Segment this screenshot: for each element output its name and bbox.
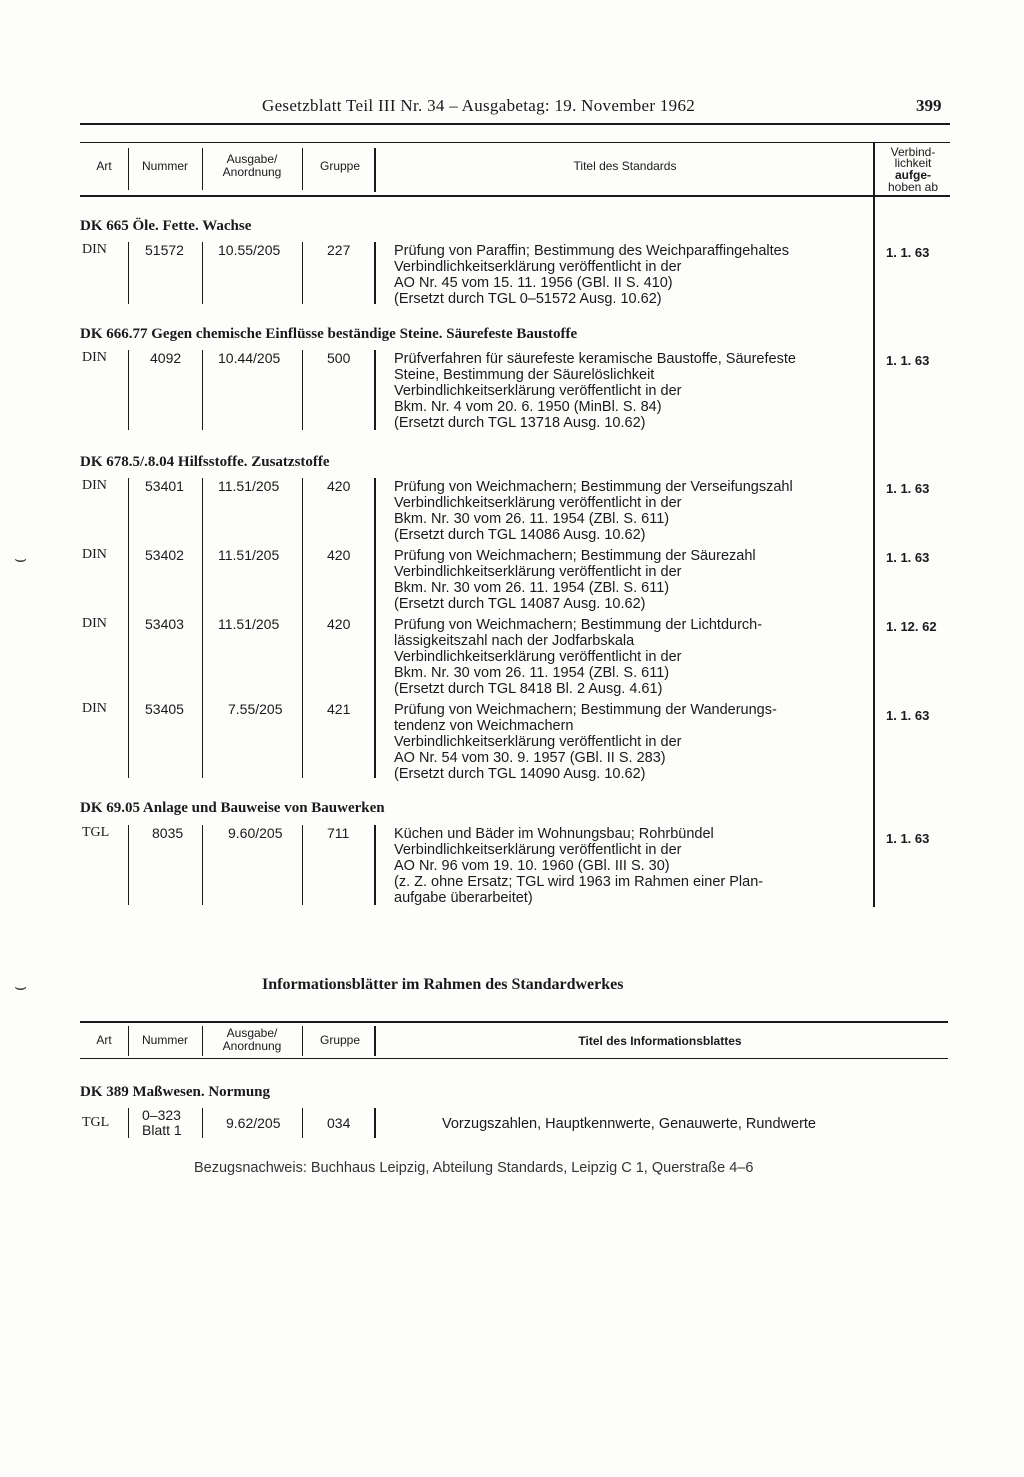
cell-nummer: 4092 (150, 350, 182, 366)
cell-gruppe: 227 (327, 242, 351, 258)
cell-datum: 1. 1. 63 (886, 550, 930, 565)
col-aufgehoben-4: hoben ab (887, 180, 939, 194)
section-heading: DK 666.77 Gegen chemische Einflüsse beständige Steine. Säurefeste Baustoffe (80, 326, 578, 342)
row-divider (374, 825, 376, 905)
cell-titel: Prüfung von Weichmachern; Bestimmung der Säurezahl Verbindlichkeitserklärung veröffentlicht in der Bkm. Nr. 30 vom 26. 11. 1954 (ZBl. S. 611) (Ersetzt durch TGL 14087 Ausg. 10.62) (394, 548, 756, 612)
cell-datum: 1. 12. 62 (886, 619, 937, 634)
cell-art: DIN (82, 616, 107, 631)
cell-nummer: 53401 (145, 478, 184, 494)
cell-art: DIN (82, 478, 107, 493)
row-divider (202, 825, 203, 905)
cell-gruppe: 500 (327, 350, 351, 366)
row-divider (302, 478, 303, 778)
cell-ausgabe: 9.60/205 (228, 825, 283, 841)
cell-gruppe: 420 (327, 478, 351, 494)
row-divider (128, 1108, 129, 1138)
head-divider (873, 143, 875, 195)
row-divider (374, 242, 376, 304)
cell-gruppe: 420 (327, 547, 351, 563)
row-divider (302, 1108, 303, 1138)
row-divider (128, 242, 129, 304)
cell-datum: 1. 1. 63 (886, 708, 930, 723)
margin-mark: ⌣ (14, 976, 28, 998)
col-aufgehoben-3: aufge- (895, 168, 931, 182)
col-ausgabe-2: Anordnung (222, 165, 282, 179)
bezugsnachweis: Bezugsnachweis: Buchhaus Leipzig, Abteilung Standards, Leipzig C 1, Querstraße 4–6 (194, 1160, 754, 1176)
head-divider (128, 148, 129, 190)
page-header: Gesetzblatt Teil III Nr. 34 – Ausgabetag: 19. November 1962 (262, 96, 696, 115)
row-divider (374, 1108, 376, 1138)
date-column-rule (873, 197, 875, 907)
cell-art: DIN (82, 350, 107, 365)
col-gruppe: Gruppe (319, 1033, 361, 1047)
col-ausgabe-1: Ausgabe/ (226, 1026, 278, 1040)
row-divider (128, 478, 129, 778)
cell-ausgabe: 11.51/205 (218, 616, 280, 632)
page-number: 399 (916, 96, 942, 115)
cell-titel: Küchen und Bäder im Wohnungsbau; Rohrbündel Verbindlichkeitserklärung veröffentlicht in der AO Nr. 96 vom 19. 10. 1960 (GBl. III S. 30) (z. Z. ohne Ersatz; TGL wird 1963 im Rahmen einer Plan- aufgabe überarbeitet) (394, 826, 764, 906)
row-divider (374, 478, 376, 778)
col-nummer: Nummer (141, 1033, 188, 1047)
info-cell-gruppe: 034 (327, 1115, 351, 1131)
col-titel: Titel des Standards (573, 159, 677, 173)
cell-ausgabe: 11.51/205 (218, 478, 280, 494)
cell-ausgabe: 10.44/205 (218, 350, 281, 366)
section-heading: DK 678.5/.8.04 Hilfsstoffe. Zusatzstoffe (80, 454, 330, 470)
section-heading: DK 69.05 Anlage und Bauweise von Bauwerken (80, 800, 385, 816)
col-aufgehoben-2: lichkeit (894, 156, 932, 170)
cell-titel: Prüfverfahren für säurefeste keramische Baustoffe, Säurefeste Steine, Bestimmung der Säurelöslichkeit Verbindlichkeitserklärung veröffentlicht in der Bkm. Nr. 4 vom 20. 6. 1950 (MinBl. S. 84) (Ersetzt durch TGL 13718 Ausg. 10.62) (394, 351, 796, 431)
head-divider (374, 1026, 376, 1056)
cell-gruppe: 420 (327, 616, 351, 632)
info-cell-titel: Vorzugszahlen, Hauptkennwerte, Genauwerte, Rundwerte (442, 1116, 816, 1132)
cell-gruppe: 421 (327, 701, 351, 717)
row-divider (374, 350, 376, 430)
margin-mark: ⌣ (14, 548, 28, 570)
row-divider (302, 350, 303, 430)
col-ausgabe-1: Ausgabe/ (226, 152, 278, 166)
row-divider (302, 825, 303, 905)
info-cell-ausgabe: 9.62/205 (226, 1115, 281, 1131)
row-divider (128, 350, 129, 430)
col-nummer: Nummer (141, 159, 188, 173)
cell-datum: 1. 1. 63 (886, 353, 930, 368)
cell-nummer: 51572 (145, 242, 184, 258)
section-heading: DK 665 Öle. Fette. Wachse (80, 218, 252, 234)
col-ausgabe-2: Anordnung (222, 1039, 282, 1053)
info-cell-nummer-1: 0–323 (142, 1107, 181, 1123)
cell-art: DIN (82, 701, 107, 716)
cell-art: TGL (82, 825, 110, 840)
cell-nummer: 8035 (152, 825, 184, 841)
cell-datum: 1. 1. 63 (886, 831, 930, 846)
info-cell-art: TGL (82, 1115, 110, 1130)
info-top-rule (80, 1021, 948, 1023)
col-art: Art (96, 1033, 112, 1047)
cell-titel: Prüfung von Weichmachern; Bestimmung der Wanderungs- tendenz von Weichmachern Verbindlichkeitserklärung veröffentlicht in der AO Nr. 54 vom 30. 9. 1957 (GBl. II S. 283) (Ersetzt durch TGL 14090 Ausg. 10.62) (394, 702, 777, 782)
head-divider (302, 148, 303, 190)
cell-ausgabe: 10.55/205 (218, 242, 281, 258)
col-gruppe: Gruppe (319, 159, 361, 173)
table-top-rule (80, 142, 950, 143)
cell-datum: 1. 1. 63 (886, 245, 930, 260)
header-rule (80, 123, 950, 125)
row-divider (302, 242, 303, 304)
row-divider (202, 478, 203, 778)
info-cell-nummer-2: Blatt 1 (142, 1122, 182, 1138)
cell-titel: Prüfung von Weichmachern; Bestimmung der Verseifungszahl Verbindlichkeitserklärung veröffentlicht in der Bkm. Nr. 30 vom 26. 11. 1954 (ZBl. S. 611) (Ersetzt durch TGL 14086 Ausg. 10.62) (394, 479, 793, 543)
cell-nummer: 53402 (145, 547, 184, 563)
row-divider (202, 350, 203, 430)
col-art: Art (96, 159, 112, 173)
info-section-heading: DK 389 Maßwesen. Normung (80, 1084, 270, 1100)
head-divider (374, 148, 376, 192)
col-titel: Titel des Informationsblattes (578, 1034, 742, 1048)
cell-datum: 1. 1. 63 (886, 481, 930, 496)
info-head-rule (80, 1058, 948, 1059)
cell-ausgabe: 11.51/205 (218, 547, 280, 563)
cell-nummer: 53405 (145, 701, 184, 717)
table-head-rule (80, 195, 950, 197)
cell-ausgabe: 7.55/205 (228, 701, 283, 717)
cell-art: DIN (82, 242, 107, 257)
row-divider (202, 1108, 203, 1138)
cell-titel: Prüfung von Weichmachern; Bestimmung der Lichtdurch- lässigkeitszahl nach der Jodfarbskala Verbindlichkeitserklärung veröffentlicht in der Bkm. Nr. 30 vom 26. 11. 1954 (ZBl. S. 611) (Ersetzt durch TGL 8418 Bl. 2 Ausg. 4.61) (394, 617, 763, 697)
cell-titel: Prüfung von Paraffin; Bestimmung des Weichparaffingehaltes Verbindlichkeitserklärung veröffentlicht in der AO Nr. 45 vom 15. 11. 1956 (GBl. II S. 410) (Ersetzt durch TGL 0–51572 Ausg. 10.62) (394, 243, 789, 307)
cell-gruppe: 711 (327, 825, 350, 841)
head-divider (202, 148, 203, 190)
row-divider (202, 242, 203, 304)
row-divider (128, 825, 129, 905)
col-aufgehoben-1: Verbind- (890, 145, 936, 159)
cell-art: DIN (82, 547, 107, 562)
head-divider (202, 1026, 203, 1056)
info-heading: Informationsblätter im Rahmen des Standardwerkes (262, 976, 624, 993)
head-divider (302, 1026, 303, 1056)
head-divider (128, 1026, 129, 1056)
cell-nummer: 53403 (145, 616, 184, 632)
